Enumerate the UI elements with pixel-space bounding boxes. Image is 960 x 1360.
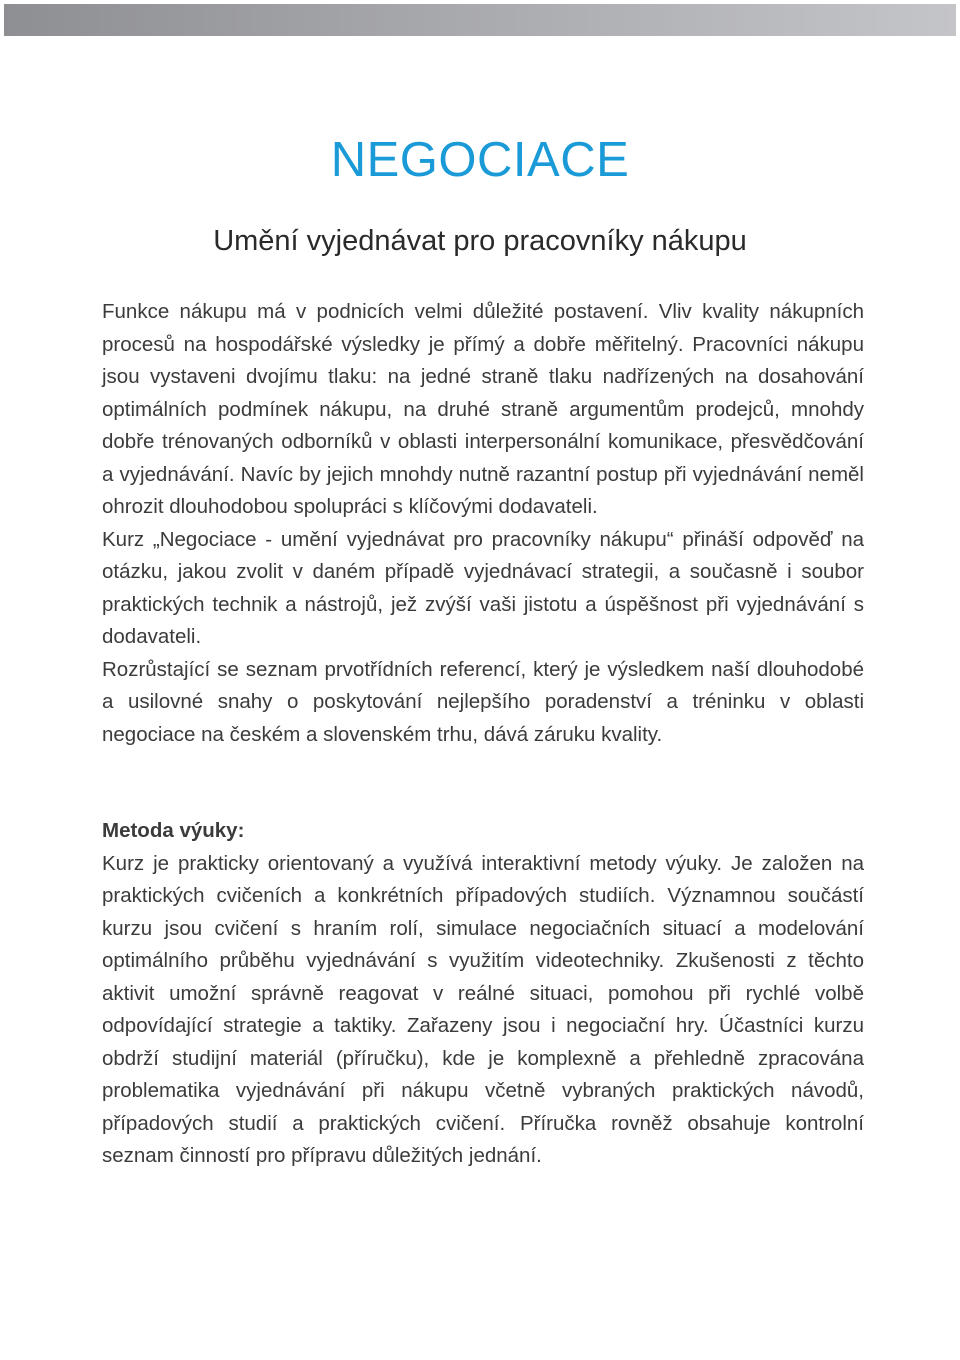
document-body [102,296,864,1173]
intro-paragraph-1: Funkce nákupu má v podnicích velmi důležité postavení. Vliv kvality nákupních procesů na hospodářské výsledky je přímý a dobře měřitelný. Pracovníci nákupu jsou vystaveni dvojímu tlaku: na jedné straně tlaku nadřízených na dosahování optimálních podmínek nákupu, na druhé straně argumentům prodejců, mnohdy dobře trénovaných odborníků v oblasti interpersonální komunikace, přesvědčování a vyjednávání. Navíc by jejich mnohdy nutně razantní postup při vyjednávání neměl ohrozit dlouhodobou spolupráci s klíčovými dodavateli. [102,300,864,518]
header-bar [4,4,956,36]
document-title: NEGOCIACE [330,133,630,187]
method-paragraph: Kurz je prakticky orientovaný a využívá interaktivní metody výuky. Je založen na praktických cvičeních a konkrétních případových studiích. Významnou součástí kurzu jsou cvičení s hraním rolí, simulace negociačních situací a modelování optimálního průběhu vyjednávání s využitím videotechniky. Zkušenosti z těchto aktivit umožní správně reagovat v reálné situaci, pomohou při rychlé volbě odpovídající strategie a taktiky. Zařazeny jsou i negociační hry. Účastníci kurzu obdrží studijní materiál (příručku), kde je komplexně a přehledně zpracována problematika vyjednávání při nákupu včetně vybraných praktických návodů, případových studií a praktických cvičení. Příručka rovněž obsahuje kontrolní seznam činností pro přípravu důležitých jednání. [102,851,864,1167]
document-subtitle: Umění vyjednávat pro pracovníky nákupu [213,225,747,257]
method-heading: Metoda výuky: [102,819,245,842]
intro-paragraph-2: Kurz „Negociace - umění vyjednávat pro pracovníky nákupu“ přináší odpověď na otázku, jakou zvolit v daném případě vyjednávací strategii, a současně i soubor praktických technik a nástrojů, jež zvýší vaši jistotu a úspěšnost při vyjednávání s dodavateli. [102,527,864,648]
intro-paragraph-3: Rozrůstající se seznam prvotřídních referencí, který je výsledkem naší dlouhodobé a usilovné snahy o poskytování nejlepšího poradenství a tréninku v oblasti negociace na českém a slovenském trhu, dává záruku kvality. [102,657,864,746]
